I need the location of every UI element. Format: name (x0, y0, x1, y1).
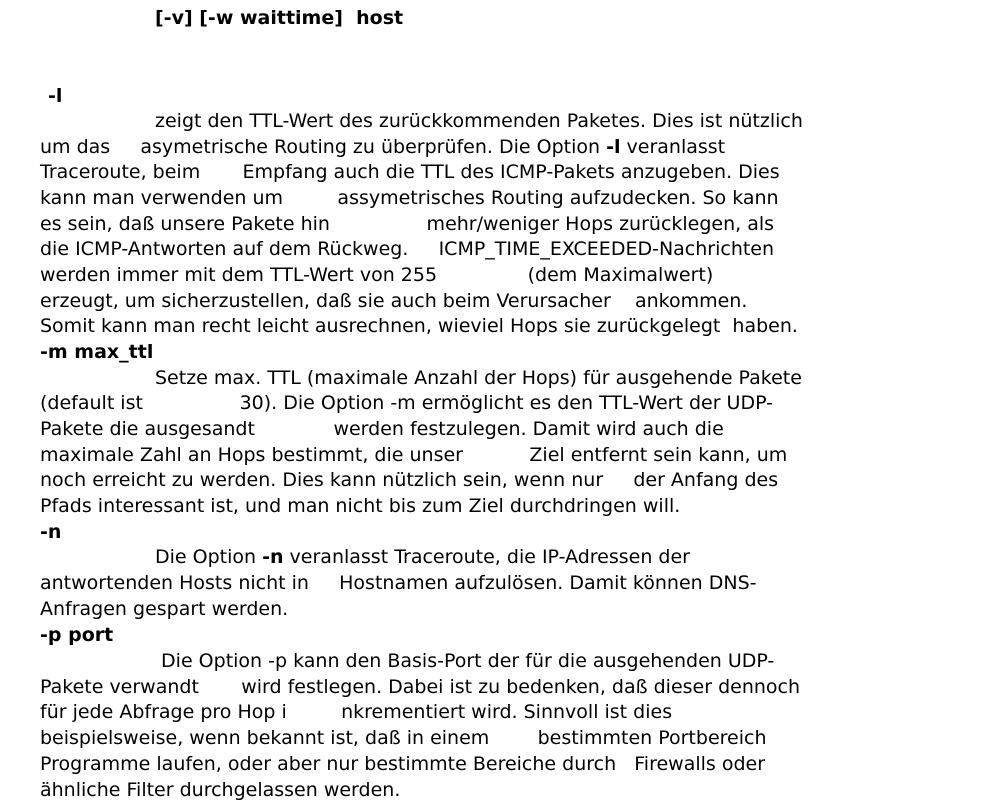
option-text-line: Die Option -p kann den Basis-Port der für die ausgehenden UDP- (155, 650, 775, 672)
option-flag-l: -l (48, 85, 63, 107)
text-run: um das asymetrische Routing zu überprüfen. Die Option (40, 136, 607, 158)
inline-flag: -n (262, 546, 284, 568)
option-text-line: (default ist 30). Die Option -m ermöglicht es den TTL-Wert der UDP- (40, 392, 773, 414)
option-text-line (155, 545, 690, 570)
option-text-line: antwortenden Hosts nicht in Hostnamen aufzulösen. Damit können DNS- (40, 572, 757, 594)
text-run: veranlasst Traceroute, die IP-Adressen der (283, 546, 690, 568)
option-text-line: Setze max. TTL (maximale Anzahl der Hops) für ausgehende Pakete (155, 367, 802, 389)
option-text-line: Anfragen gespart werden. (40, 598, 289, 620)
option-text-line: Pakete verwandt wird festlegen. Dabei ist zu bedenken, daß dieser dennoch (40, 676, 801, 698)
option-text-line: zeigt den TTL-Wert des zurückkommenden Paketes. Dies ist nützlich (155, 110, 803, 132)
option-text-line: noch erreicht zu werden. Dies kann nützlich sein, wenn nur der Anfang des (40, 469, 779, 491)
option-text-line: Somit kann man recht leicht ausrechnen, wieviel Hops sie zurückgelegt haben. (40, 315, 798, 337)
synopsis-line: [-v] [-w waittime] host (155, 7, 404, 29)
option-text-line: Programme laufen, oder aber nur bestimmte Bereiche durch Firewalls oder (40, 753, 766, 775)
option-text-line: für jede Abfrage pro Hop i nkrementiert wird. Sinnvoll ist dies (40, 701, 673, 723)
option-text-line: Traceroute, beim Empfang auch die TTL des ICMP-Pakets anzugeben. Dies (40, 161, 780, 183)
option-text-line: beispielsweise, wenn bekannt ist, daß in einem bestimmten Portbereich (40, 727, 767, 749)
option-text-line: Pakete die ausgesandt werden festzulegen. Damit wird auch die (40, 418, 724, 440)
option-text-line: kann man verwenden um assymetrisches Routing aufzudecken. So kann (40, 187, 779, 209)
text-run: Die Option (155, 546, 263, 568)
option-text-line (40, 135, 725, 160)
option-flag-p: -p port (40, 624, 114, 646)
option-text-line: ähnliche Filter durchgelassen werden. (40, 779, 401, 801)
option-text-line: maximale Zahl an Hops bestimmt, die unser Ziel entfernt sein kann, um (40, 444, 788, 466)
option-text-line: erzeugt, um sicherzustellen, daß sie auch beim Verursacher ankommen. (40, 290, 748, 312)
inline-flag: -l (606, 136, 621, 158)
option-text-line: es sein, daß unsere Pakete hin mehr/weniger Hops zurücklegen, als (40, 213, 775, 235)
text-run: veranlasst (620, 136, 726, 158)
option-flag-n: -n (40, 521, 62, 543)
option-text-line: die ICMP-Antworten auf dem Rückweg. ICMP_TIME_EXCEEDED-Nachrichten (40, 238, 775, 260)
option-flag-m: -m max_ttl (40, 341, 154, 363)
option-text-line: Pfads interessant ist, und man nicht bis zum Ziel durchdringen will. (40, 495, 681, 517)
option-text-line: werden immer mit dem TTL-Wert von 255 (dem Maximalwert) (40, 264, 714, 286)
